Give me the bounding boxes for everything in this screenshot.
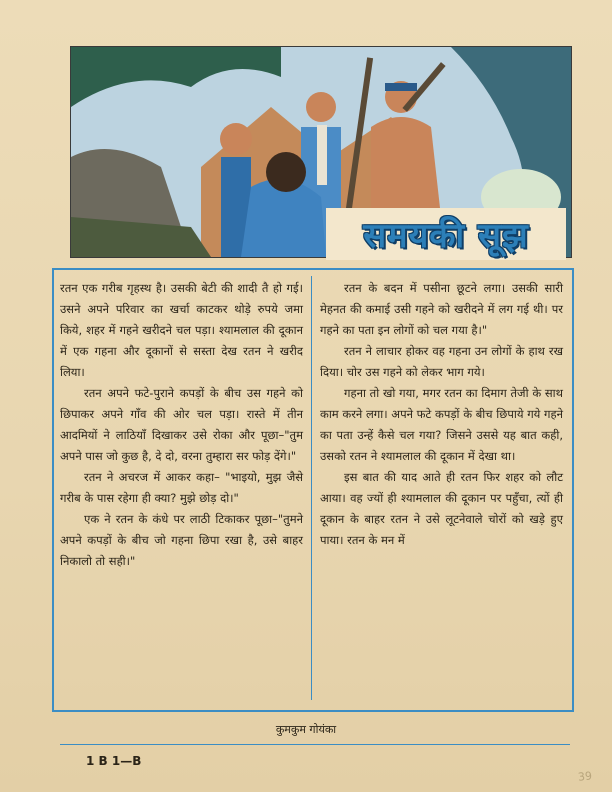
author-name: कुमकुम गोयंका <box>275 723 337 736</box>
column-divider <box>311 276 312 700</box>
paragraph: रतन अपने फटे-पुराने कपड़ों के बीच उस गहने को छिपाकर अपने गाँव की ओर चल पड़ा। रास्ते में तीन आदमियों ने लाठियाँ दिखाकर उसे रोका और पूछा–"तुम अपने पास जो कुछ है, दे दो, वरना तुम्हारा सर फोड़ देंगे।" <box>60 386 303 463</box>
paragraph: रतन ने अचरज में आकर कहा– "भाइयो, मुझ जैसे गरीब के पास रहेगा ही क्या? मुझे छोड़ दो।" <box>60 470 303 505</box>
right-column <box>320 278 563 551</box>
paragraph: रतन एक गरीब गृहस्थ है। उसकी बेटी की शादी तै हो गई। उसने अपने परिवार का खर्चा काटकर थोड़े रुपये जमा किये, शहर में गहने खरीदने चल पड़ा। श्यामलाल की दूकान में एक गहना और दूकानों से सस्ता देख रतन ने खरीद लिया। <box>60 281 303 379</box>
left-column <box>60 278 303 572</box>
title-box <box>326 208 566 260</box>
paragraph: रतन ने लाचार होकर वह गहना उन लोगों के हाथ रख दिया। चोर उस गहने को लेकर भाग गये। <box>320 344 563 379</box>
paragraph: रतन के बदन में पसीना छूटने लगा। उसकी सारी मेहनत की कमाई उसी गहने को खरीदने में लग गई थी। पर गहने का पता इन लोगों को चल गया है।" <box>320 281 563 337</box>
corner-mark: 39 <box>577 769 593 784</box>
page-code: 1 B 1—B <box>86 754 142 768</box>
paragraph: एक ने रतन के कंधे पर लाठी टिकाकर पूछा–"तुमने अपने कपड़ों के बीच जो गहना छिपा रखा है, उसे बाहर निकालो तो सही।" <box>60 512 303 568</box>
paragraph: गहना तो खो गया, मगर रतन का दिमाग तेजी के साथ काम करने लगा। अपने फटे कपड़ों के बीच छिपाये गये गहने का पता उन्हें कैसे चल गया? जिसने उससे यह बात कही, उसको रतन ने श्यामलाल की दूकान में देखा था। <box>320 386 563 463</box>
story-title: समयकी सूझ <box>363 216 529 256</box>
paragraph: इस बात की याद आते ही रतन फिर शहर को लौट आया। वह ज्यों ही श्यामलाल की दूकान पर पहुँचा, त्यों ही दूकान के बाहर रतन ने उसे लूटनेवाले चोरों को खड़े हुए पाया। रतन के मन में <box>320 470 563 547</box>
footer-rule <box>60 744 570 745</box>
